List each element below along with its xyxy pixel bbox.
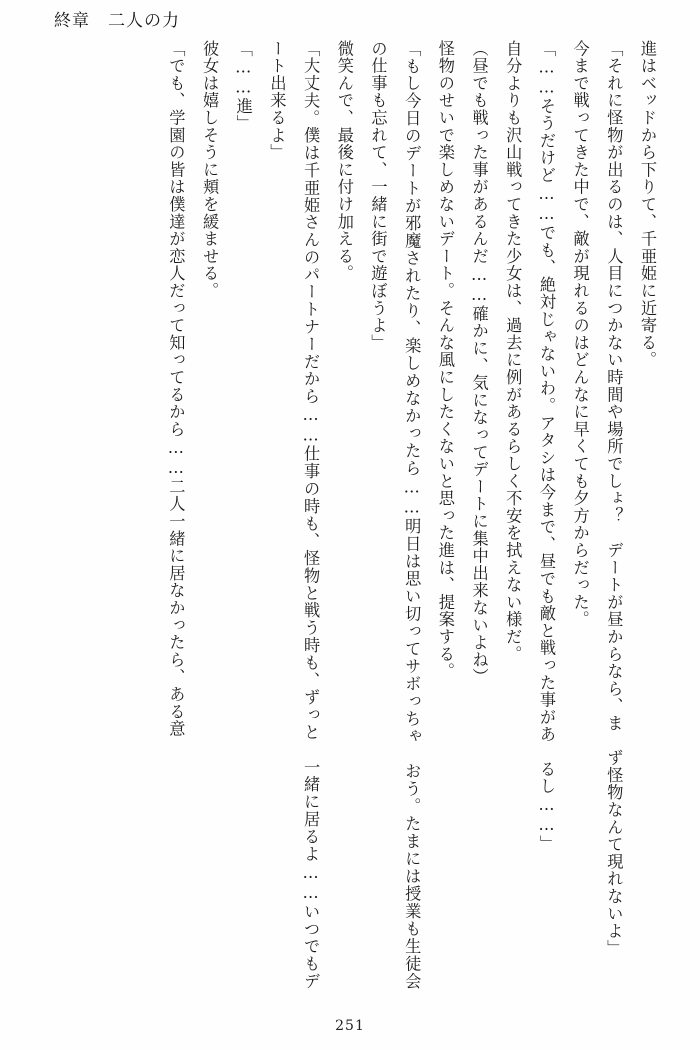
- body-text: [44, 40, 664, 990]
- paragraph: 「……進」: [233, 40, 253, 133]
- paragraph: 「大丈夫。僕は千亜姫さんのパートナーだから……仕事の時も、怪物と戦う時も、ずっと 一緒に居るよ……いつでもデート出来るよ」: [267, 40, 321, 990]
- page-number: 251: [335, 1018, 365, 1034]
- paragraph: 怪物のせいで楽しめないデート。そんな風にしたくないと思った進は、提案する。: [435, 40, 455, 681]
- paragraph: 「でも、学園の皆は僕達が恋人だって知ってるから……二人一緒に居なかったら、ある意: [166, 40, 186, 738]
- paragraph: 微笑んで、最後に付け加える。: [334, 40, 354, 283]
- paragraph: 「それに怪物が出るのは、人目につかない時間や場所でしょ？ デートが昼からなら、ま ず怪物なんて現れないよ」: [604, 40, 624, 957]
- paragraph: 「……そうだけど……でも、絶対じゃないわ。アタシは今まで、昼でも敵と戦った事があ るし……」: [536, 40, 556, 853]
- paragraph: 自分よりも沢山戦ってきた少女は、過去に例があるらしく不安を拭えない様だ。: [503, 40, 523, 663]
- paragraph: 今まで戦ってきた中で、敵が現れるのはどんなに早くても夕方からだった。: [570, 40, 590, 629]
- chapter-title: 二人の力: [108, 11, 180, 31]
- chapter-label: 終章: [54, 11, 90, 31]
- paragraph: 進はベッドから下りて、千亜姫に近寄る。: [638, 40, 657, 369]
- paragraph: 「もし今日のデートが邪魔されたり、楽しめなかったら……明日は思い切ってサボっちゃ おう。たまには授業も生徒会の仕事も忘れて、一緒に街で遊ぼうよ」: [368, 40, 422, 990]
- paragraph: 彼女は嬉しそうに頬を緩ませる。: [200, 40, 220, 300]
- chapter-header: [54, 6, 180, 31]
- paragraph: （昼でも戦った事があるんだ……確かに、気になってデートに集中出来ないよね）: [469, 40, 489, 686]
